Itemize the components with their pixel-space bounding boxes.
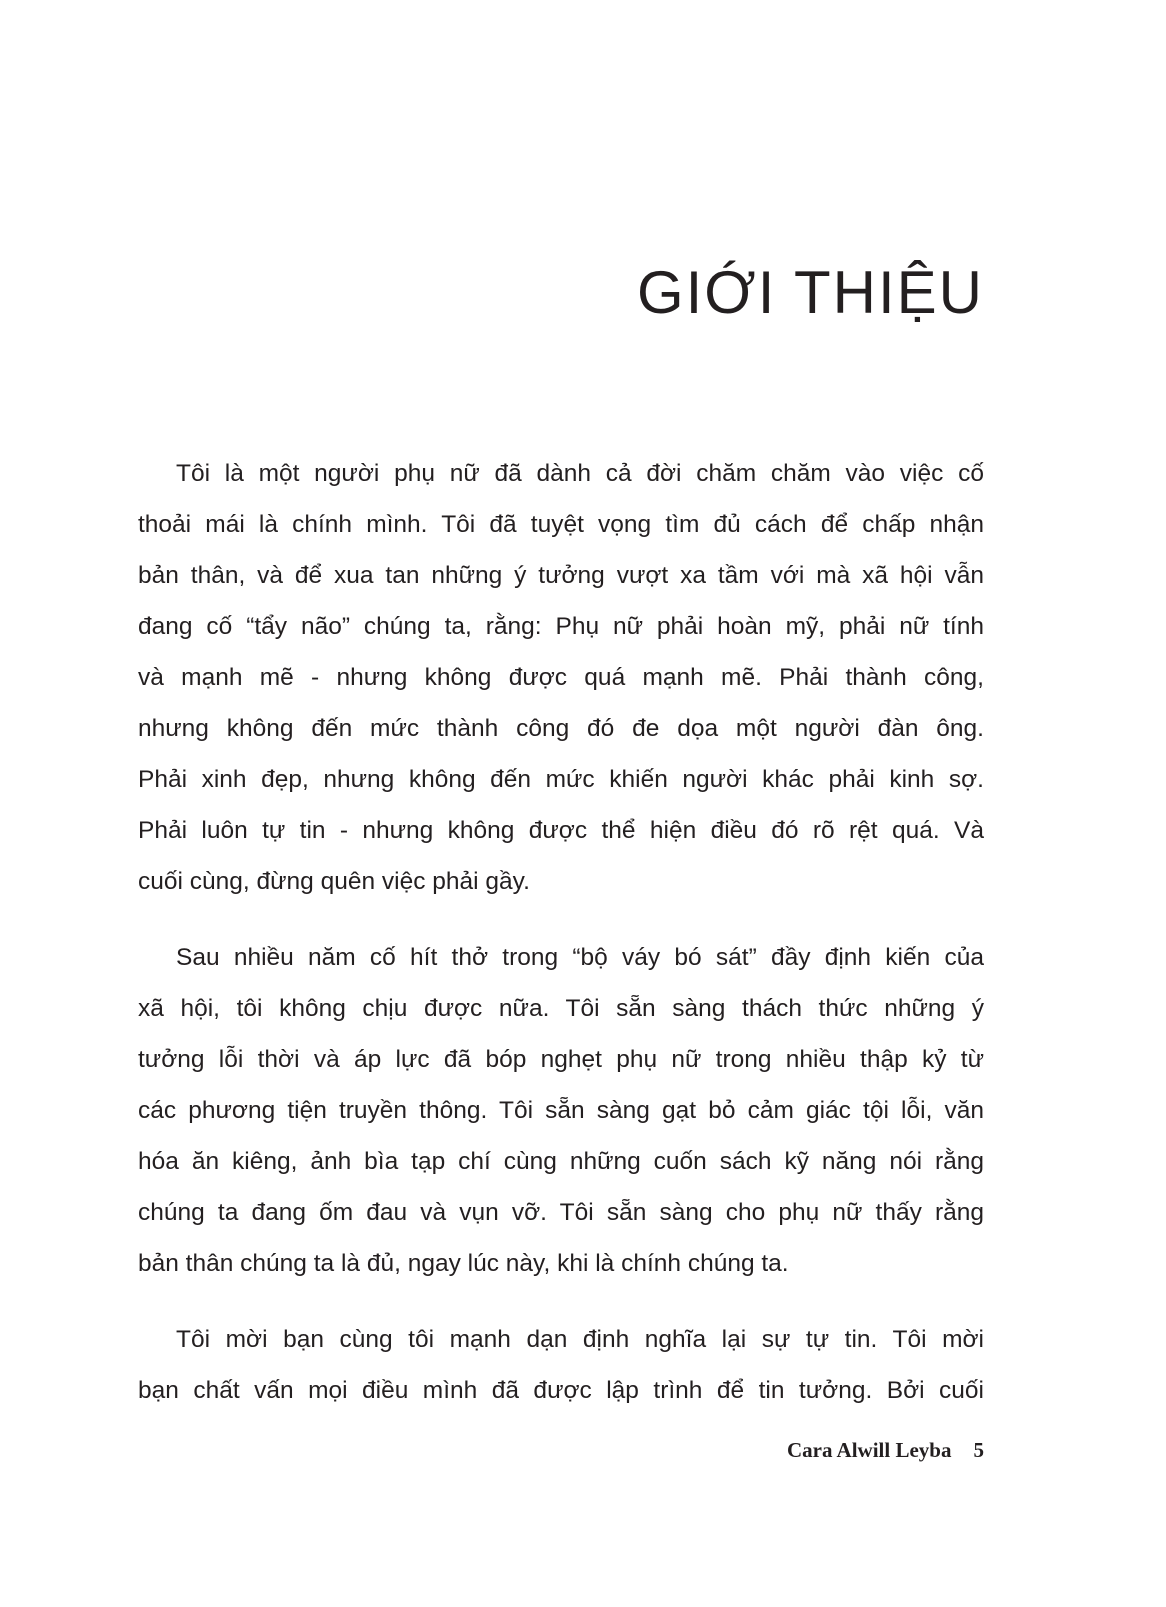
text-line: cuối cùng, đừng quên việc phải gầy. [138, 868, 530, 895]
paragraph [138, 936, 984, 1293]
paragraph [138, 452, 984, 911]
text-line: bạn chất vấn mọi điều mình đã được lập trình để tin tưởng. Bởi cuối [138, 1377, 984, 1404]
text-line: các phương tiện truyền thông. Tôi sẵn sàng gạt bỏ cảm giác tội lỗi, văn [138, 1097, 984, 1124]
text-line: Sau nhiều năm cố hít thở trong “bộ váy bó sát” đầy định kiến của [176, 944, 984, 971]
text-line: Tôi mời bạn cùng tôi mạnh dạn định nghĩa lại sự tự tin. Tôi mời [176, 1326, 984, 1353]
paragraph [138, 1318, 984, 1420]
text-line: Phải xinh đẹp, nhưng không đến mức khiến người khác phải kinh sợ. [138, 766, 984, 793]
text-line: Phải luôn tự tin - nhưng không được thể hiện điều đó rõ rệt quá. Và [138, 817, 984, 844]
text-line: xã hội, tôi không chịu được nữa. Tôi sẵn sàng thách thức những ý [138, 995, 984, 1022]
text-line: chúng ta đang ốm đau và vụn vỡ. Tôi sẵn sàng cho phụ nữ thấy rằng [138, 1199, 984, 1226]
page-number: 5 [973, 1438, 984, 1462]
text-line: và mạnh mẽ - nhưng không được quá mạnh mẽ. Phải thành công, [138, 664, 984, 691]
text-line: Tôi là một người phụ nữ đã dành cả đời chăm chăm vào việc cố [176, 460, 984, 487]
page-footer [787, 1438, 984, 1463]
body-text [138, 452, 984, 1445]
text-line: đang cố “tẩy não” chúng ta, rằng: Phụ nữ phải hoàn mỹ, phải nữ tính [138, 613, 984, 640]
text-line: hóa ăn kiêng, ảnh bìa tạp chí cùng những cuốn sách kỹ năng nói rằng [138, 1148, 984, 1175]
text-line: tưởng lỗi thời và áp lực đã bóp nghẹt phụ nữ trong nhiều thập kỷ từ [138, 1046, 984, 1073]
text-line: bản thân chúng ta là đủ, ngay lúc này, khi là chính chúng ta. [138, 1250, 789, 1277]
text-line: nhưng không đến mức thành công đó đe dọa một người đàn ông. [138, 715, 984, 742]
text-line: thoải mái là chính mình. Tôi đã tuyệt vọng tìm đủ cách để chấp nhận [138, 511, 984, 538]
footer-author: Cara Alwill Leyba [786, 1438, 952, 1462]
chapter-title: GIỚI THIỆU [636, 259, 984, 327]
text-line: bản thân, và để xua tan những ý tưởng vượt xa tầm với mà xã hội vẫn [138, 562, 984, 589]
